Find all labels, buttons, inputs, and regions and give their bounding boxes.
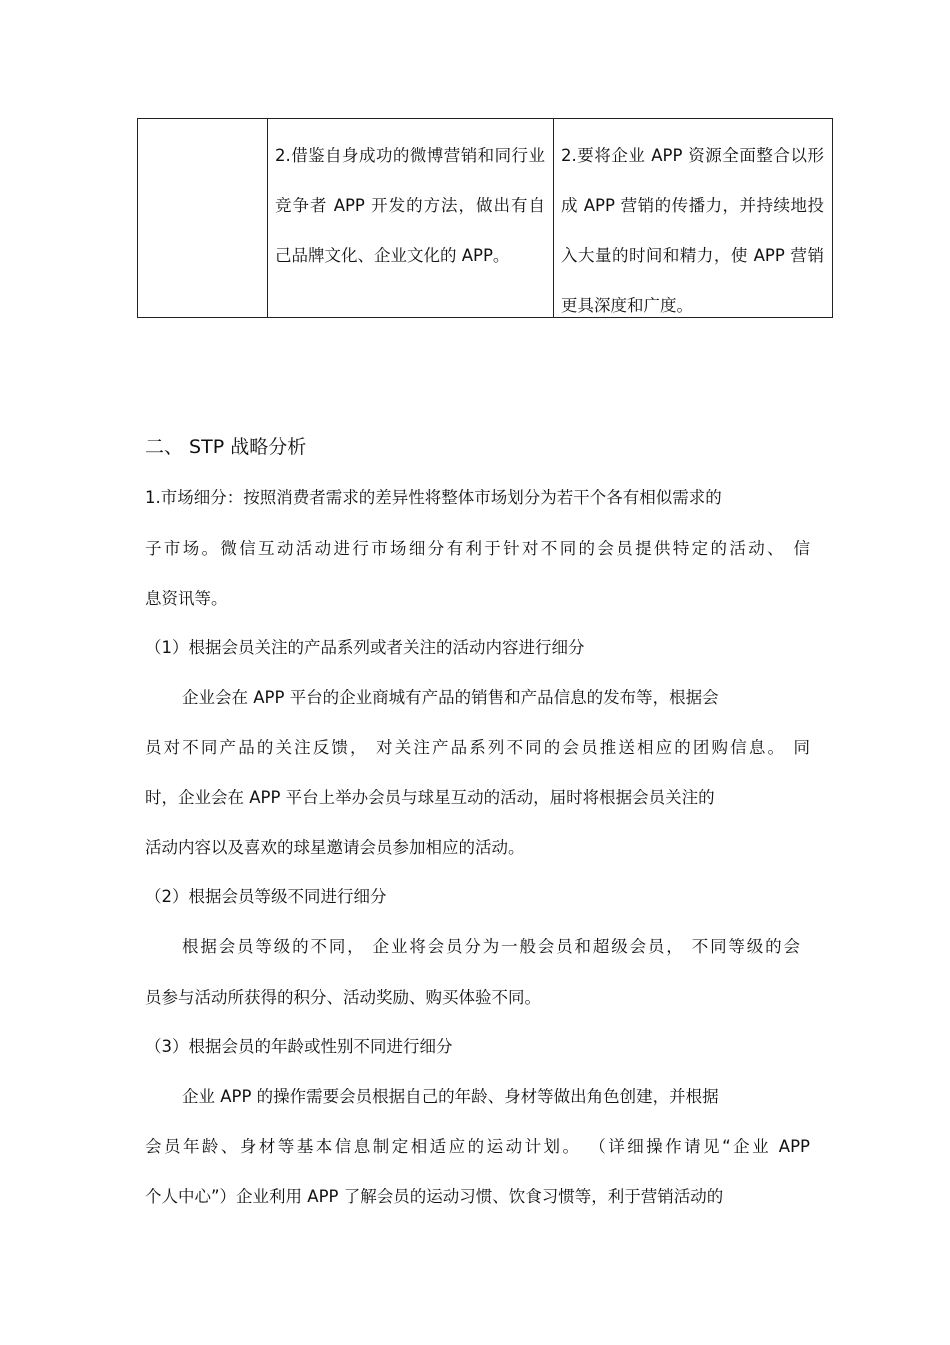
paragraph-line: 根据会员等级的不同， 企业将会员分为一般会员和超级会员， 不同等级的会: [182, 937, 800, 956]
subheading-3: （3）根据会员的年龄或性别不同进行细分: [145, 1037, 453, 1056]
subheading-1: （1）根据会员关注的产品系列或者关注的活动内容进行细分: [145, 638, 585, 657]
paragraph-line: 企业 APP 的操作需要会员根据自己的年龄、身材等做出角色创建，并根据: [182, 1087, 719, 1106]
paragraph-line: 活动内容以及喜欢的球星邀请会员参加相应的活动。: [145, 838, 525, 857]
table-cell-method: [267, 119, 554, 317]
paragraph-line: 个人中心”）企业利用 APP 了解会员的运动习惯、饮食习惯等，利于营销活动的: [145, 1187, 724, 1206]
paragraph-line: 子市场。微信互动活动进行市场细分有利于针对不同的会员提供特定的活动、 信: [145, 539, 810, 558]
subheading-2: （2）根据会员等级不同进行细分: [145, 887, 387, 906]
paragraph-line: 息资讯等。: [145, 589, 228, 608]
paragraph-line: 员参与活动所获得的积分、活动奖励、购买体验不同。: [145, 988, 541, 1007]
section-heading: 二、 STP 战略分析: [145, 436, 307, 458]
paragraph-line: 时，企业会在 APP 平台上举办会员与球星互动的活动，届时将根据会员关注的: [145, 788, 715, 807]
paragraph-line: 员对不同产品的关注反馈， 对关注产品系列不同的会员推送相应的团购信息。 同: [145, 738, 810, 757]
table-cell-text: 2.借鉴自身成功的微博营销和同行业竞争者 APP 开发的方法，做出有自己品牌文化、企业文化的 APP。: [275, 146, 545, 265]
table-cell-empty: [138, 119, 268, 317]
paragraph-line: 企业会在 APP 平台的企业商城有产品的销售和产品信息的发布等，根据会: [182, 688, 719, 707]
table-cell-integration: [553, 119, 832, 317]
paragraph-line: 1.市场细分：按照消费者需求的差异性将整体市场划分为若干个各有相似需求的: [145, 488, 722, 507]
strategy-table: [137, 118, 833, 318]
paragraph-line: 会员年龄、身材等基本信息制定相适应的运动计划。 （详细操作请见“企业 APP: [145, 1137, 810, 1156]
table-cell-text: 2.要将企业 APP 资源全面整合以形成 APP 营销的传播力，并持续地投入大量的时间和精力，使 APP 营销更具深度和广度。: [561, 146, 824, 315]
